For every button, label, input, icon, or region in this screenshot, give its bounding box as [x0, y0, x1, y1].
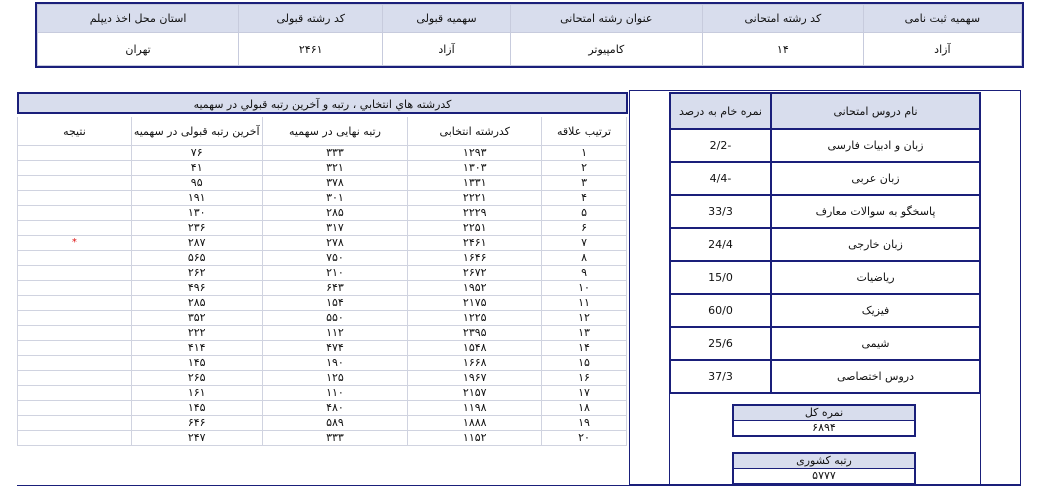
table-row	[18, 356, 627, 371]
raw-percent-cell: 60/0	[670, 294, 771, 327]
result-cell	[18, 221, 132, 236]
table-row	[18, 311, 627, 326]
last-accepted-rank-cell: ۱۴۵	[131, 356, 262, 371]
table-row	[18, 176, 627, 191]
table-row	[670, 162, 980, 195]
table-row	[18, 386, 627, 401]
result-cell	[18, 206, 132, 221]
final-rank-cell: ۲۱۰	[262, 266, 408, 281]
table-row	[670, 129, 980, 162]
table-row	[670, 360, 980, 393]
choices-body	[18, 146, 627, 446]
last-accepted-rank-cell: ۲۴۷	[131, 431, 262, 446]
subject-name-cell: زبان خارجی	[771, 228, 980, 261]
table-row	[18, 341, 627, 356]
value-exam-field-code: ۱۴	[702, 33, 863, 66]
last-accepted-rank-cell: ۲۲۲	[131, 326, 262, 341]
header-result: نتیجه	[18, 117, 132, 146]
result-cell	[18, 401, 132, 416]
final-rank-cell: ۲۸۵	[262, 206, 408, 221]
table-row	[670, 195, 980, 228]
last-accepted-rank-cell: ۲۶۵	[131, 371, 262, 386]
table-row	[18, 191, 627, 206]
choices-table	[17, 117, 627, 446]
header-exam-field-code: کد رشته امتحانی	[702, 5, 863, 33]
subject-name-cell: زبان عربی	[771, 162, 980, 195]
raw-percent-cell: 24/4	[670, 228, 771, 261]
final-rank-cell: ۱۵۴	[262, 296, 408, 311]
selected-code-cell: ۱۹۶۷	[408, 371, 542, 386]
final-rank-cell: ۲۷۸	[262, 236, 408, 251]
last-accepted-rank-cell: ۷۶	[131, 146, 262, 161]
last-accepted-rank-cell: ۱۶۱	[131, 386, 262, 401]
preference-order-cell: ۱۸	[542, 401, 627, 416]
preference-order-cell: ۶	[542, 221, 627, 236]
registration-info-value-row	[38, 33, 1022, 66]
total-score-label: نمره کل	[734, 406, 914, 421]
subject-name-cell: دروس اختصاصی	[771, 360, 980, 393]
table-row	[18, 236, 627, 251]
result-cell	[18, 281, 132, 296]
selected-code-cell: ۱۹۵۲	[408, 281, 542, 296]
table-row	[670, 261, 980, 294]
result-cell	[18, 371, 132, 386]
table-row	[18, 326, 627, 341]
table-row	[18, 251, 627, 266]
final-rank-cell: ۵۵۰	[262, 311, 408, 326]
preference-order-cell: ۱۴	[542, 341, 627, 356]
last-accepted-rank-cell: ۱۴۵	[131, 401, 262, 416]
subject-name-cell: پاسخگو به سوالات معارف	[771, 195, 980, 228]
subject-name-cell: شیمی	[771, 327, 980, 360]
choices-title: کدرشته هاي انتخابي ، رتبه و آخرين رتبه قبولي در سهميه	[17, 92, 628, 114]
grades-body	[670, 129, 980, 393]
preference-order-cell: ۳	[542, 176, 627, 191]
header-accepted-field-code: کد رشته قبولی	[239, 5, 383, 33]
table-row	[18, 206, 627, 221]
last-accepted-rank-cell: ۹۵	[131, 176, 262, 191]
preference-order-cell: ۱۱	[542, 296, 627, 311]
header-subject-name: نام دروس امتحانی	[771, 93, 980, 129]
national-rank-label: رتبه کشوری	[734, 454, 914, 469]
raw-percent-cell: 33/3	[670, 195, 771, 228]
preference-order-cell: ۱۲	[542, 311, 627, 326]
preference-order-cell: ۲۰	[542, 431, 627, 446]
selected-code-cell: ۲۳۹۵	[408, 326, 542, 341]
selected-code-cell: ۱۳۰۳	[408, 161, 542, 176]
result-cell	[18, 311, 132, 326]
final-rank-cell: ۳۳۳	[262, 431, 408, 446]
final-rank-cell: ۳۱۷	[262, 221, 408, 236]
choices-panel	[17, 92, 628, 446]
selected-code-cell: ۲۱۵۷	[408, 386, 542, 401]
result-cell	[18, 341, 132, 356]
selected-code-cell: ۲۱۷۵	[408, 296, 542, 311]
subject-name-cell: زبان و ادبیات فارسی	[771, 129, 980, 162]
selected-code-cell: ۲۲۲۱	[408, 191, 542, 206]
table-row	[18, 266, 627, 281]
last-accepted-rank-cell: ۲۸۷	[131, 236, 262, 251]
grades-table	[669, 92, 981, 394]
selected-code-cell: ۱۱۵۲	[408, 431, 542, 446]
result-cell	[18, 296, 132, 311]
table-row	[18, 296, 627, 311]
preference-order-cell: ۱	[542, 146, 627, 161]
header-selected-code: کدرشته انتخابی	[408, 117, 542, 146]
table-row	[18, 371, 627, 386]
final-rank-cell: ۶۴۳	[262, 281, 408, 296]
national-rank-box	[732, 452, 916, 485]
value-registered-quota: آزاد	[863, 33, 1021, 66]
preference-order-cell: ۸	[542, 251, 627, 266]
preference-order-cell: ۱۳	[542, 326, 627, 341]
final-rank-cell: ۳۷۸	[262, 176, 408, 191]
selected-code-cell: ۱۲۹۳	[408, 146, 542, 161]
value-exam-field-title: کامپیوتر	[510, 33, 702, 66]
value-diploma-province: تهران	[38, 33, 239, 66]
final-rank-cell: ۳۲۱	[262, 161, 408, 176]
choices-header-row	[18, 117, 627, 146]
last-accepted-rank-cell: ۲۳۶	[131, 221, 262, 236]
result-cell	[18, 251, 132, 266]
last-accepted-rank-cell: ۵۶۵	[131, 251, 262, 266]
grades-header-row	[670, 93, 980, 129]
selected-code-cell: ۱۸۸۸	[408, 416, 542, 431]
last-accepted-rank-cell: ۴۹۶	[131, 281, 262, 296]
header-preference-order: ترتیب علاقه	[542, 117, 627, 146]
result-cell	[18, 386, 132, 401]
result-cell	[18, 146, 132, 161]
table-row	[670, 228, 980, 261]
preference-order-cell: ۵	[542, 206, 627, 221]
table-row	[670, 294, 980, 327]
selected-code-cell: ۱۶۶۸	[408, 356, 542, 371]
preference-order-cell: ۱۷	[542, 386, 627, 401]
total-score-box	[732, 404, 916, 437]
result-cell	[18, 416, 132, 431]
bottom-divider	[17, 485, 1021, 486]
preference-order-cell: ۱۶	[542, 371, 627, 386]
registration-info-header-row	[38, 5, 1022, 33]
selected-code-cell: ۱۳۳۱	[408, 176, 542, 191]
last-accepted-rank-cell: ۱۳۰	[131, 206, 262, 221]
preference-order-cell: ۴	[542, 191, 627, 206]
final-rank-cell: ۴۸۰	[262, 401, 408, 416]
final-rank-cell: ۱۲۵	[262, 371, 408, 386]
final-rank-cell: ۱۱۰	[262, 386, 408, 401]
subject-name-cell: فیزیک	[771, 294, 980, 327]
table-row	[670, 327, 980, 360]
raw-percent-cell: -2/2	[670, 129, 771, 162]
selected-code-cell: ۱۶۴۶	[408, 251, 542, 266]
preference-order-cell: ۷	[542, 236, 627, 251]
final-rank-cell: ۵۸۹	[262, 416, 408, 431]
final-rank-cell: ۴۷۴	[262, 341, 408, 356]
last-accepted-rank-cell: ۴۱	[131, 161, 262, 176]
header-diploma-province: استان محل اخذ دیپلم	[38, 5, 239, 33]
final-rank-cell: ۳۰۱	[262, 191, 408, 206]
last-accepted-rank-cell: ۳۵۲	[131, 311, 262, 326]
table-row	[18, 416, 627, 431]
preference-order-cell: ۹	[542, 266, 627, 281]
header-registered-quota: سهمیه ثبت نامی	[863, 5, 1021, 33]
raw-percent-cell: 37/3	[670, 360, 771, 393]
result-cell: *	[18, 236, 132, 251]
last-accepted-rank-cell: ۴۱۴	[131, 341, 262, 356]
value-accepted-field-code: ۲۴۶۱	[239, 33, 383, 66]
final-rank-cell: ۱۹۰	[262, 356, 408, 371]
result-cell	[18, 266, 132, 281]
subject-name-cell: ریاضیات	[771, 261, 980, 294]
table-row	[18, 146, 627, 161]
registration-info-table	[35, 2, 1024, 68]
result-cell	[18, 161, 132, 176]
value-accepted-quota: آزاد	[383, 33, 510, 66]
result-cell	[18, 431, 132, 446]
selected-code-cell: ۲۲۵۱	[408, 221, 542, 236]
grades-panel	[669, 92, 981, 394]
final-rank-cell: ۷۵۰	[262, 251, 408, 266]
selected-code-cell: ۱۲۲۵	[408, 311, 542, 326]
last-accepted-rank-cell: ۶۴۶	[131, 416, 262, 431]
header-exam-field-title: عنوان رشته امتحانی	[510, 5, 702, 33]
result-cell	[18, 176, 132, 191]
selected-code-cell: ۱۱۹۸	[408, 401, 542, 416]
header-last-accepted-rank: آخرین رتبه قبولی در سهمیه	[131, 117, 262, 146]
preference-order-cell: ۱۹	[542, 416, 627, 431]
national-rank-value: ۵۷۷۷	[734, 469, 914, 483]
selected-code-cell: ۲۴۶۱	[408, 236, 542, 251]
last-accepted-rank-cell: ۲۸۵	[131, 296, 262, 311]
table-row	[18, 431, 627, 446]
preference-order-cell: ۱۰	[542, 281, 627, 296]
result-cell	[18, 191, 132, 206]
header-accepted-quota: سهمیه قبولی	[383, 5, 510, 33]
total-score-value: ۶۸۹۴	[734, 421, 914, 435]
last-accepted-rank-cell: ۱۹۱	[131, 191, 262, 206]
table-row	[18, 401, 627, 416]
final-rank-cell: ۱۱۲	[262, 326, 408, 341]
last-accepted-rank-cell: ۲۶۲	[131, 266, 262, 281]
preference-order-cell: ۱۵	[542, 356, 627, 371]
table-row	[18, 281, 627, 296]
result-cell	[18, 356, 132, 371]
raw-percent-cell: 15/0	[670, 261, 771, 294]
selected-code-cell: ۲۶۷۲	[408, 266, 542, 281]
final-rank-cell: ۳۳۳	[262, 146, 408, 161]
selected-code-cell: ۲۲۲۹	[408, 206, 542, 221]
result-cell	[18, 326, 132, 341]
selected-code-cell: ۱۵۴۸	[408, 341, 542, 356]
raw-percent-cell: 25/6	[670, 327, 771, 360]
header-final-rank: رتبه نهایی در سهمیه	[262, 117, 408, 146]
table-row	[18, 221, 627, 236]
table-row	[18, 161, 627, 176]
header-raw-percent: نمره خام به درصد	[670, 93, 771, 129]
raw-percent-cell: -4/4	[670, 162, 771, 195]
preference-order-cell: ۲	[542, 161, 627, 176]
